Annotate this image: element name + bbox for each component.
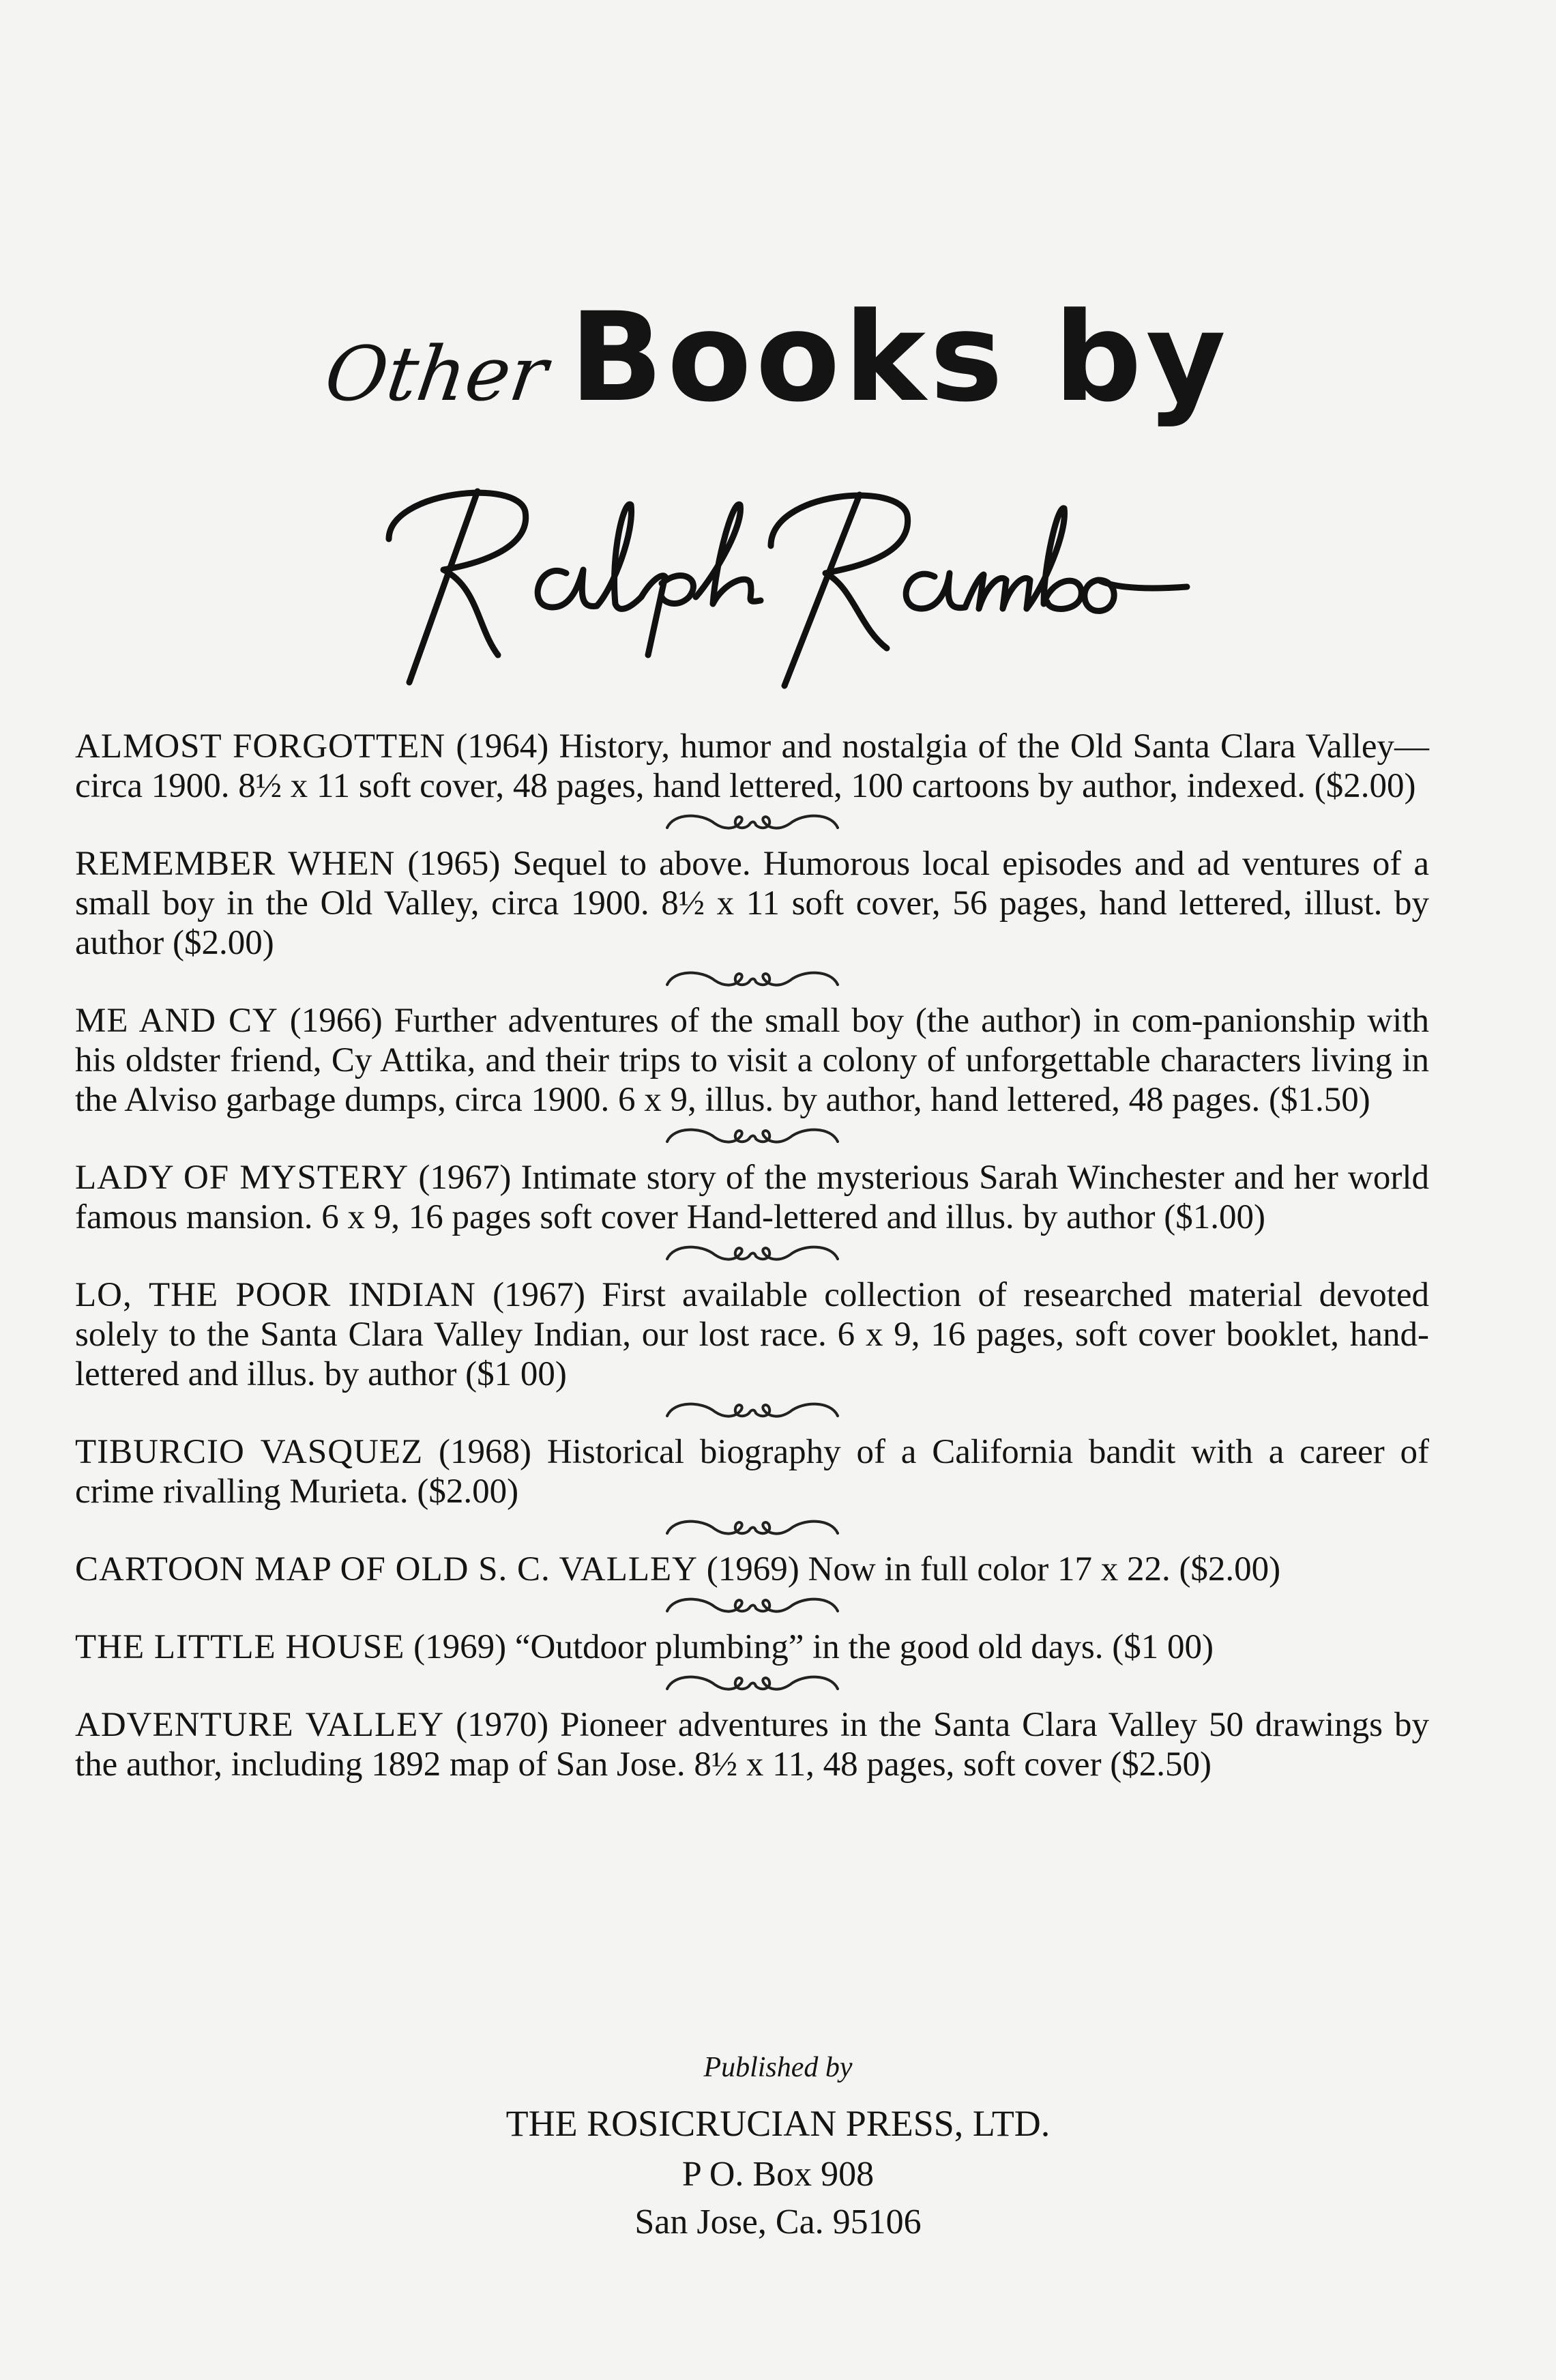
publisher-block	[0, 2047, 1556, 2246]
flourish-ornament-icon	[660, 1668, 845, 1701]
book-year: (1968)	[439, 1433, 531, 1471]
book-description: First available collection of researched material devoted solely to the Santa Clara Valley Indian, our lost race. 6 x 9, 16 pages, soft cover booklet, hand-lettered and illus. by author ($1 00)	[75, 1276, 1430, 1393]
book-description: Now in full color 17 x 22. ($2.00)	[808, 1550, 1281, 1588]
book-entry	[75, 1001, 1429, 1120]
book-description: Historical biography of a California bandit with a career of crime rivalling Murieta. ($2.00)	[75, 1433, 1430, 1511]
book-title: CARTOON MAP OF OLD S. C. VALLEY	[75, 1550, 699, 1588]
published-by-label: Published by	[703, 2052, 853, 2083]
book-list	[75, 727, 1429, 1784]
book-year: (1969)	[706, 1550, 799, 1588]
book-description: Further adventures of the small boy (the author) in com-panionship with his oldster friend, Cy Attika, and their trips to visit a colony of unforgettable characters living in the Alviso garbage dumps, circa 1900. 6 x 9, illus. by author, hand lettered, 48 pages. ($1.50)	[75, 1002, 1430, 1119]
publisher-address-line2: San Jose, Ca. 95106	[634, 2203, 922, 2241]
book-entry	[75, 727, 1429, 806]
book-title: LADY OF MYSTERY	[75, 1159, 409, 1197]
flourish-ornament-icon	[660, 1513, 845, 1545]
page-heading	[0, 287, 1556, 429]
book-title: ME AND CY	[75, 1002, 278, 1040]
book-title: THE LITTLE HOUSE	[75, 1628, 405, 1666]
book-description: “Outdoor plumbing” in the good old days. ($1 00)	[514, 1628, 1214, 1666]
signature-drawing	[362, 450, 1194, 696]
book-description: History, humor and nostalgia of the Old Santa Clara Valley—circa 1900. 8½ x 11 soft cover, 48 pages, hand lettered, 100 cartoons by author, indexed. ($2.00)	[75, 727, 1430, 805]
book-year: (1964)	[456, 727, 549, 766]
book-entry	[75, 1275, 1429, 1394]
flourish-ornament-icon	[660, 1238, 845, 1271]
book-year: (1965)	[407, 845, 501, 883]
publisher-address-line1: P O. Box 908	[681, 2155, 875, 2194]
book-entry	[75, 1158, 1429, 1237]
flourish-ornament-icon	[660, 1395, 845, 1428]
book-description: Pioneer adventures in the Santa Clara Valley 50 drawings by the author, including 1892 map of San Jose. 8½ x 11, 48 pages, soft cover ($2.50)	[75, 1706, 1429, 1784]
book-title: LO, THE POOR INDIAN	[75, 1276, 476, 1314]
flourish-ornament-icon	[660, 964, 845, 997]
book-entry	[75, 1550, 1429, 1589]
flourish-ornament-icon	[660, 1591, 845, 1623]
book-title: REMEMBER WHEN	[75, 845, 396, 883]
book-title: TIBURCIO VASQUEZ	[75, 1433, 424, 1471]
book-title: ADVENTURE VALLEY	[75, 1706, 445, 1744]
book-year: (1969)	[413, 1628, 507, 1666]
flourish-ornament-icon	[660, 1121, 845, 1154]
book-entry	[75, 844, 1429, 963]
publisher-name: THE ROSICRUCIAN PRESS, LTD.	[505, 2103, 1051, 2144]
book-title: ALMOST FORGOTTEN	[75, 727, 446, 766]
book-entry	[75, 1627, 1429, 1667]
books-by-title: Books by	[569, 287, 1231, 429]
book-entry	[75, 1432, 1429, 1511]
book-year: (1967)	[418, 1159, 512, 1197]
book-description: Sequel to above. Humorous local episodes and ad ventures of a small boy in the Old Valley, circa 1900. 8½ x 11 soft cover, 56 pages, hand lettered, illust. by author ($2.00)	[75, 845, 1430, 962]
book-year: (1967)	[493, 1276, 586, 1314]
book-description: Intimate story of the mysterious Sarah Winchester and her world famous mansion. 6 x 9, 16 pages soft cover Hand-lettered and illus. by author ($1.00)	[75, 1159, 1430, 1236]
book-year: (1970)	[456, 1706, 549, 1744]
flourish-ornament-icon	[660, 807, 845, 840]
author-signature	[362, 450, 1194, 696]
book-entry	[75, 1705, 1429, 1784]
script-other-word: Other	[319, 330, 553, 418]
book-year: (1966)	[289, 1002, 383, 1040]
